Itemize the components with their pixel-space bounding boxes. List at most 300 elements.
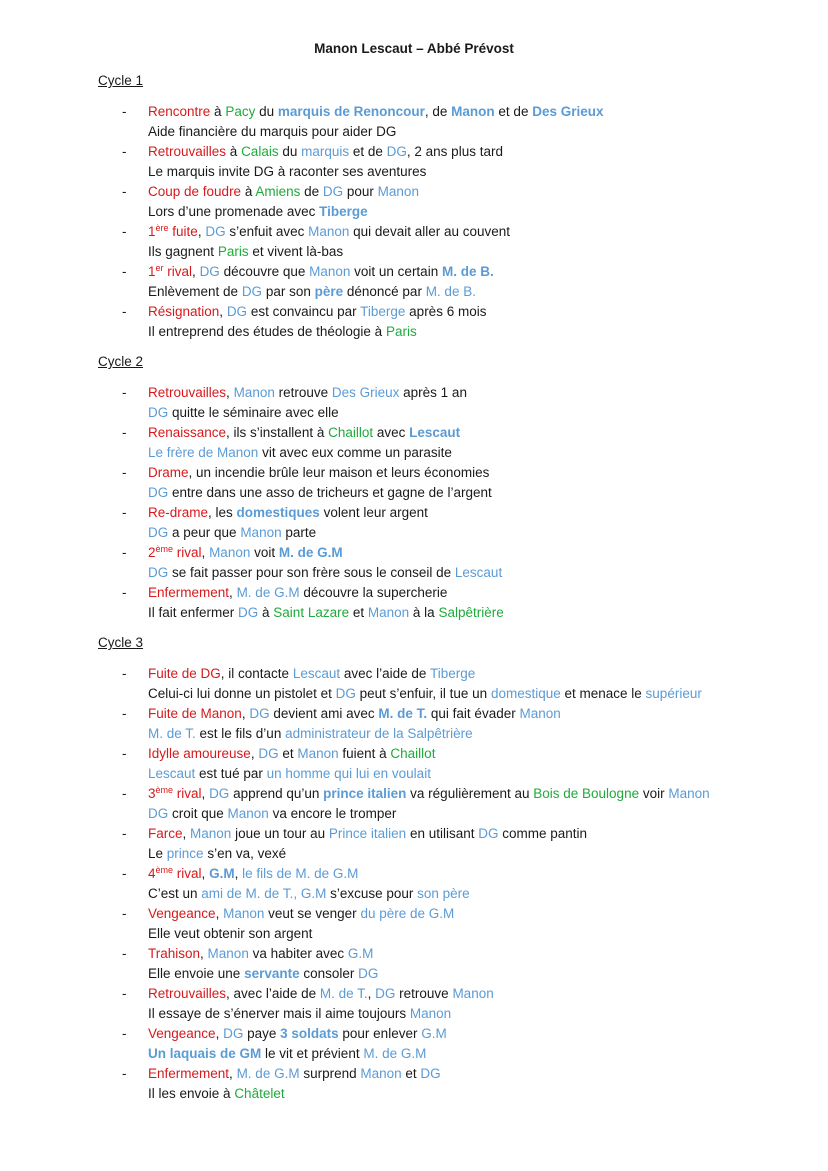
event-headline — [148, 423, 798, 443]
text-segment: 1 — [148, 264, 156, 279]
event-detail — [148, 563, 798, 583]
event-headline — [148, 784, 798, 804]
text-segment: son père — [417, 886, 470, 901]
text-segment: Salpêtrière — [438, 605, 504, 620]
text-segment: , — [201, 866, 210, 881]
text-segment: devient ami avec — [269, 706, 379, 721]
event-detail — [148, 804, 798, 824]
event-detail — [148, 1084, 798, 1104]
cycle-heading: Cycle 1 — [98, 73, 144, 88]
text-segment: le vit et prévient — [261, 1046, 364, 1061]
text-segment: Re-drame — [148, 505, 209, 520]
text-segment: voit — [250, 545, 279, 560]
text-segment: administrateur de la Salpêtrière — [285, 726, 473, 741]
text-segment: DG — [148, 806, 169, 821]
text-segment: fuite — [168, 224, 198, 239]
text-segment: Manon — [223, 906, 265, 921]
text-segment: M. de B. — [425, 284, 476, 299]
text-segment: domestiques — [236, 505, 320, 520]
text-segment: a peur que — [168, 525, 241, 540]
text-segment: G.M — [421, 1026, 447, 1041]
text-segment: s’excuse pour — [326, 886, 418, 901]
event-detail — [148, 764, 798, 784]
text-segment: en utilisant — [406, 826, 479, 841]
text-segment: Manon — [309, 264, 351, 279]
text-segment: , — [219, 304, 227, 319]
text-segment: du — [255, 104, 278, 119]
text-segment: Enfermement — [148, 1066, 230, 1081]
event-item — [98, 784, 798, 824]
event-headline — [148, 664, 798, 684]
text-segment: se fait passer pour son frère sous le conseil de — [168, 565, 455, 580]
event-detail — [148, 924, 798, 944]
text-segment: G.M — [347, 946, 374, 961]
text-segment: G.M — [209, 866, 235, 881]
text-segment: , avec l’aide de — [226, 986, 320, 1001]
event-detail — [148, 443, 798, 463]
text-segment: supérieur — [645, 686, 702, 701]
text-segment: Un laquais de GM — [148, 1046, 262, 1061]
event-headline — [148, 583, 798, 603]
text-segment: ème — [155, 865, 174, 875]
text-segment: rival — [173, 545, 202, 560]
event-headline — [148, 102, 798, 122]
text-segment: surprend — [299, 1066, 361, 1081]
text-segment: M. de T. — [148, 726, 196, 741]
text-segment: Manon — [308, 224, 350, 239]
list-dash: - — [122, 545, 127, 560]
text-segment: ème — [155, 785, 174, 795]
text-segment: , — [229, 585, 237, 600]
text-segment: à — [226, 144, 242, 159]
text-segment: Celui-ci lui donne un pistolet et — [148, 686, 336, 701]
text-segment: C’est un — [148, 886, 202, 901]
text-segment: Lescaut — [454, 565, 503, 580]
text-segment: et menace le — [560, 686, 646, 701]
event-detail — [148, 1004, 798, 1024]
event-detail — [148, 603, 798, 623]
event-item — [98, 824, 798, 864]
list-dash: - — [122, 585, 127, 600]
text-segment: Idylle amoureuse — [148, 746, 251, 761]
text-segment: Le frère de Manon — [148, 445, 259, 460]
text-segment: Trahison — [148, 946, 201, 961]
text-segment: est convaincu par — [247, 304, 361, 319]
text-segment: Lescaut — [292, 666, 341, 681]
text-segment: fuient à — [338, 746, 391, 761]
event-item — [98, 102, 798, 142]
event-headline — [148, 824, 798, 844]
text-segment: , — [215, 1026, 224, 1041]
text-segment: Manon — [207, 946, 249, 961]
list-dash: - — [122, 906, 127, 921]
text-segment: retrouve — [274, 385, 332, 400]
text-segment: peut s’enfuir, il tue un — [355, 686, 491, 701]
text-segment: DG — [358, 966, 379, 981]
list-dash: - — [122, 465, 127, 480]
event-detail — [148, 282, 798, 302]
list-dash: - — [122, 746, 127, 761]
text-segment: , un incendie brûle leur maison et leurs économies — [188, 465, 490, 480]
text-segment: Elle envoie une — [148, 966, 245, 981]
text-segment: Rencontre — [148, 104, 211, 119]
text-segment: rival — [173, 786, 202, 801]
text-segment: Renaissance — [148, 425, 227, 440]
list-dash: - — [122, 385, 127, 400]
text-segment: voir — [639, 786, 669, 801]
event-item — [98, 262, 798, 302]
text-segment: à — [258, 605, 274, 620]
text-segment: M. de T. — [319, 986, 368, 1001]
event-item — [98, 944, 798, 984]
text-segment: Tiberge — [319, 204, 368, 219]
text-segment: qui devait aller au couvent — [349, 224, 511, 239]
text-segment: Lors d’une promenade avec — [148, 204, 320, 219]
event-headline — [148, 222, 798, 242]
text-segment: Il essaye de s’énerver mais il aime toujours — [148, 1006, 410, 1021]
text-segment: DG — [148, 525, 169, 540]
text-segment: rival — [173, 866, 202, 881]
text-segment: Manon — [209, 545, 251, 560]
document-title: Manon Lescaut – Abbé Prévost — [314, 41, 514, 56]
text-segment: M. de G.M — [363, 1046, 427, 1061]
text-segment: Manon — [451, 104, 495, 119]
text-segment: Enlèvement de — [148, 284, 242, 299]
text-segment: Farce — [148, 826, 183, 841]
text-segment: comme pantin — [498, 826, 588, 841]
text-segment: , — [197, 224, 206, 239]
list-dash: - — [122, 184, 127, 199]
text-segment: Le — [148, 846, 167, 861]
text-segment: M. de B. — [441, 264, 494, 279]
text-segment: Manon — [360, 1066, 402, 1081]
event-item — [98, 302, 798, 342]
text-segment: Enfermement — [148, 585, 230, 600]
text-segment: et — [349, 605, 368, 620]
text-segment: Paris — [385, 324, 417, 339]
text-segment: va habiter avec — [248, 946, 348, 961]
text-segment: Ils gagnent — [148, 244, 218, 259]
text-segment: un homme qui lui en voulait — [266, 766, 431, 781]
event-item — [98, 1064, 798, 1104]
list-dash: - — [122, 425, 127, 440]
text-segment: Coup de foudre — [148, 184, 242, 199]
text-segment: et de — [349, 144, 387, 159]
text-segment: , — [182, 826, 191, 841]
text-segment: s’enfuit avec — [225, 224, 309, 239]
text-segment: quitte le séminaire avec elle — [168, 405, 339, 420]
text-segment: DG — [223, 1026, 244, 1041]
cycle-heading: Cycle 2 — [98, 354, 144, 369]
text-segment: par son — [262, 284, 315, 299]
cycle-section-3 — [98, 634, 798, 1104]
text-segment: DG — [209, 786, 230, 801]
text-segment: est tué par — [195, 766, 267, 781]
event-item — [98, 744, 798, 784]
text-segment: entre dans une asso de tricheurs et gagne de l’argent — [168, 485, 492, 500]
text-segment: Retrouvailles — [148, 385, 227, 400]
text-segment: Drame — [148, 465, 189, 480]
text-segment: voit un certain — [350, 264, 442, 279]
event-item — [98, 864, 798, 904]
event-headline — [148, 704, 798, 724]
text-segment: DG — [148, 565, 169, 580]
event-detail — [148, 483, 798, 503]
text-segment: du — [278, 144, 302, 159]
text-segment: , il contacte — [220, 666, 293, 681]
text-segment: Manon — [377, 184, 419, 199]
event-detail — [148, 403, 798, 423]
text-segment: à la — [409, 605, 439, 620]
text-segment: Manon — [409, 1006, 452, 1021]
text-segment: , — [201, 545, 210, 560]
list-dash: - — [122, 104, 127, 119]
text-segment: Il fait enfermer — [148, 605, 239, 620]
event-headline — [148, 503, 798, 523]
text-segment: prince — [166, 846, 204, 861]
text-segment: , de — [424, 104, 452, 119]
list-dash: - — [122, 786, 127, 801]
text-segment: servante — [244, 966, 300, 981]
event-detail — [148, 884, 798, 904]
text-segment: 1 — [148, 224, 156, 239]
text-segment: vit avec eux comme un parasite — [258, 445, 452, 460]
text-segment: après 6 mois — [405, 304, 487, 319]
text-segment: le fils de M. de G.M — [242, 866, 359, 881]
text-segment: à — [241, 184, 256, 199]
text-segment: Calais — [241, 144, 279, 159]
text-segment: et — [401, 1066, 421, 1081]
cycle-heading: Cycle 3 — [98, 635, 144, 650]
text-segment: DG — [258, 746, 279, 761]
event-headline — [148, 944, 798, 964]
text-segment: Chaillot — [390, 746, 436, 761]
text-segment: DG — [226, 304, 248, 319]
text-segment: DG — [335, 686, 356, 701]
text-segment: Il les envoie à — [148, 1086, 235, 1101]
text-segment: Vengeance — [148, 1026, 216, 1041]
text-segment: , les — [208, 505, 237, 520]
text-segment: Lescaut — [409, 425, 461, 440]
text-segment: DG — [238, 605, 259, 620]
event-headline — [148, 744, 798, 764]
text-segment: Châtelet — [234, 1086, 285, 1101]
text-segment: Des Grieux — [532, 104, 604, 119]
text-segment: Résignation — [148, 304, 220, 319]
text-segment: , 2 ans plus tard — [406, 144, 503, 159]
event-item — [98, 543, 798, 583]
text-segment: ème — [155, 544, 174, 554]
cycle-section-2 — [98, 353, 798, 623]
text-segment: er — [155, 263, 164, 273]
text-segment: , — [192, 264, 200, 279]
text-segment: Aide financière du marquis pour aider DG — [148, 124, 397, 139]
event-headline — [148, 302, 798, 322]
cycle-event-list — [98, 664, 798, 1104]
event-detail — [148, 202, 798, 222]
text-segment: , — [200, 946, 208, 961]
text-segment: DG — [199, 264, 220, 279]
list-dash: - — [122, 1066, 127, 1081]
list-dash: - — [122, 866, 127, 881]
event-headline — [148, 904, 798, 924]
text-segment: DG — [241, 284, 263, 299]
text-segment: DG — [478, 826, 499, 841]
text-segment: de — [300, 184, 323, 199]
text-segment: , — [241, 706, 250, 721]
text-segment: croit que — [168, 806, 228, 821]
text-segment: Manon — [227, 806, 269, 821]
text-segment: 3 — [148, 786, 156, 801]
text-segment: Il entreprend des études de théologie à — [148, 324, 386, 339]
text-segment: Manon — [297, 746, 339, 761]
event-item — [98, 984, 798, 1024]
text-segment: DG — [249, 706, 270, 721]
event-headline — [148, 383, 798, 403]
text-segment: M. de G.M — [278, 545, 343, 560]
text-segment: va régulièrement au — [406, 786, 534, 801]
text-segment: veut se venger — [264, 906, 361, 921]
event-headline — [148, 864, 798, 884]
text-segment: Fuite de Manon — [148, 706, 242, 721]
text-segment: , — [226, 385, 234, 400]
event-headline — [148, 463, 798, 483]
text-segment: après 1 an — [399, 385, 467, 400]
text-segment: va encore le tromper — [268, 806, 397, 821]
text-segment: Des Grieux — [331, 385, 400, 400]
text-segment: du père de G.M — [360, 906, 455, 921]
text-segment: consoler — [299, 966, 359, 981]
text-segment: , — [250, 746, 259, 761]
text-segment: ère — [155, 223, 169, 233]
text-segment: marquis — [301, 144, 350, 159]
text-segment: Retrouvailles — [148, 144, 227, 159]
text-segment: , — [215, 906, 224, 921]
event-detail — [148, 523, 798, 543]
list-dash: - — [122, 706, 127, 721]
list-dash: - — [122, 264, 127, 279]
text-segment: , — [229, 1066, 237, 1081]
event-item — [98, 383, 798, 423]
text-segment: Tiberge — [360, 304, 406, 319]
text-segment: et — [278, 746, 298, 761]
text-segment: volent leur argent — [319, 505, 428, 520]
text-segment: M. de T. — [378, 706, 428, 721]
event-item — [98, 142, 798, 182]
text-segment: 4 — [148, 866, 156, 881]
event-detail — [148, 684, 798, 704]
text-segment: Retrouvailles — [148, 986, 227, 1001]
text-segment: , — [234, 866, 243, 881]
text-segment: rival — [163, 264, 193, 279]
list-dash: - — [122, 224, 127, 239]
text-segment: à — [210, 104, 226, 119]
event-detail — [148, 322, 798, 342]
event-headline — [148, 1064, 798, 1084]
text-segment: Manon — [367, 605, 410, 620]
event-headline — [148, 543, 798, 563]
text-segment: DG — [375, 986, 396, 1001]
text-segment: Saint Lazare — [273, 605, 350, 620]
text-segment: découvre que — [219, 264, 310, 279]
text-segment: 3 soldats — [280, 1026, 339, 1041]
event-item — [98, 423, 798, 463]
text-segment: Manon — [233, 385, 275, 400]
list-dash: - — [122, 304, 127, 319]
event-headline — [148, 182, 798, 202]
event-item — [98, 583, 798, 623]
text-segment: Manon — [190, 826, 232, 841]
event-detail — [148, 122, 798, 142]
text-segment: qui fait évader — [427, 706, 520, 721]
text-segment: dénoncé par — [343, 284, 426, 299]
list-dash: - — [122, 666, 127, 681]
cycle-event-list — [98, 383, 798, 623]
text-segment: ami de M. de T., G.M — [201, 886, 327, 901]
event-item — [98, 222, 798, 262]
text-segment: 2 — [148, 545, 156, 560]
text-segment: marquis de Renoncour — [277, 104, 425, 119]
text-segment: avec — [373, 425, 410, 440]
text-segment: paye — [243, 1026, 281, 1041]
text-segment: Manon — [519, 706, 561, 721]
text-segment: joue un tour au — [231, 826, 329, 841]
event-item — [98, 463, 798, 503]
text-segment: et vivent là-bas — [248, 244, 344, 259]
text-segment: est le fils d’un — [195, 726, 286, 741]
event-detail — [148, 162, 798, 182]
text-segment: parte — [281, 525, 317, 540]
text-segment: DG — [322, 184, 344, 199]
text-segment: découvre la supercherie — [299, 585, 448, 600]
event-item — [98, 664, 798, 704]
text-segment: Prince italien — [328, 826, 407, 841]
list-dash: - — [122, 946, 127, 961]
text-segment: pour — [343, 184, 378, 199]
text-segment: , — [367, 986, 376, 1001]
text-segment: Manon — [668, 786, 710, 801]
text-segment: DG — [205, 224, 226, 239]
text-segment: Amiens — [255, 184, 301, 199]
text-segment: Le marquis invite DG à raconter ses aventures — [148, 164, 427, 179]
text-segment: Pacy — [225, 104, 256, 119]
text-segment: pour enlever — [338, 1026, 422, 1041]
text-segment: DG — [420, 1066, 441, 1081]
text-segment: retrouve — [395, 986, 453, 1001]
text-segment: DG — [386, 144, 407, 159]
list-dash: - — [122, 144, 127, 159]
event-detail — [148, 724, 798, 744]
text-segment: Vengeance — [148, 906, 216, 921]
text-segment: DG — [148, 405, 169, 420]
event-detail — [148, 242, 798, 262]
text-segment: Tiberge — [429, 666, 476, 681]
cycle-section-1 — [98, 72, 798, 342]
event-headline — [148, 142, 798, 162]
event-item — [98, 704, 798, 744]
text-segment: M. de G.M — [236, 585, 300, 600]
text-segment: et de — [494, 104, 533, 119]
text-segment: Manon — [240, 525, 282, 540]
text-segment: Chaillot — [328, 425, 374, 440]
event-headline — [148, 984, 798, 1004]
list-dash: - — [122, 505, 127, 520]
text-segment: , ils s’installent à — [226, 425, 329, 440]
event-item — [98, 182, 798, 222]
event-detail — [148, 964, 798, 984]
event-item — [98, 503, 798, 543]
text-segment: DG — [148, 485, 169, 500]
